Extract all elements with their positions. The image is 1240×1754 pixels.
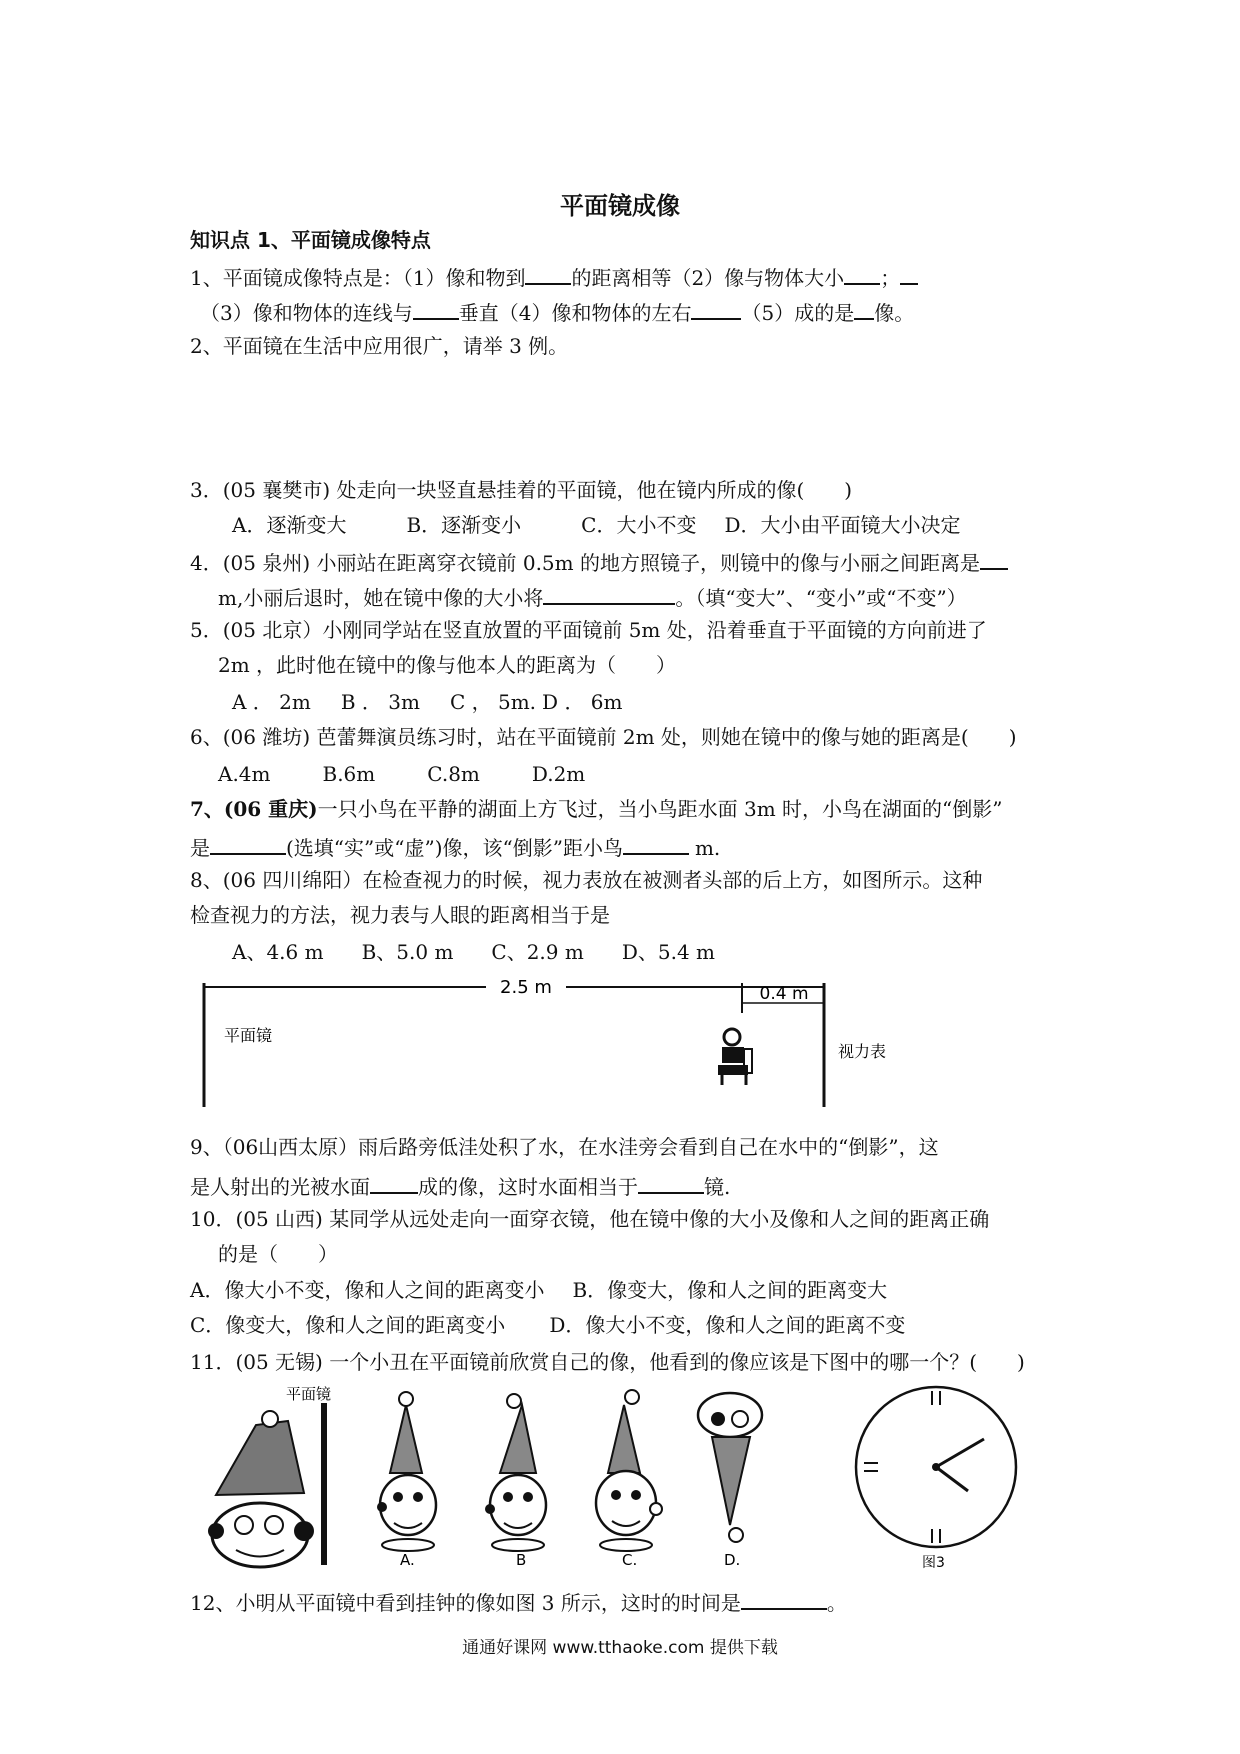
question-9-line-1: 9、（06山西太原）雨后路旁低洼处积了水，在水洼旁会看到自己在水中的“倒影”，这 <box>190 1135 939 1159</box>
question-4-line-1: 4．(05 泉州) 小丽站在距离穿衣镜前 0.5m 的地方照镜子，则镜中的像与小丽之间距离是 <box>190 548 1008 575</box>
mirror-label: 平面镜 <box>286 1385 332 1403</box>
answer-blank[interactable] <box>525 263 571 285</box>
answer-blank[interactable] <box>638 1172 704 1194</box>
option-b[interactable]: B.6m <box>322 762 376 786</box>
option-b[interactable]: B ． 3m <box>340 690 420 714</box>
option-c[interactable]: C.8m <box>427 762 480 786</box>
question-5-line-2: 2m ，此时他在镜中的像与他本人的距离为（ ） <box>218 653 677 677</box>
option-b[interactable]: B、5.0 m <box>361 940 454 964</box>
answer-blank[interactable] <box>543 583 675 605</box>
question-1-line-2: （3）像和物体的连线与 垂直（4）像和物体的左右 （5）成的是 像。 <box>200 298 914 325</box>
question-9-line-2: 是人射出的光被水面 成的像，这时水面相当于 镜. <box>190 1172 730 1199</box>
question-5-line-1: 5．(05 北京）小刚同学站在竖直放置的平面镜前 5m 处，沿着垂直于平面镜的方向前进了 <box>190 618 987 642</box>
answer-blank[interactable] <box>370 1172 418 1194</box>
eye-test-figure <box>196 975 887 1115</box>
question-8-line-1: 8、(06 四川绵阳）在检查视力的时候，视力表放在被测者头部的后上方，如图所示。这种 <box>190 868 983 892</box>
answer-blank[interactable] <box>844 263 880 285</box>
option-c[interactable]: C．像变大，像和人之间的距离变小 <box>190 1313 506 1337</box>
option-a[interactable]: A ． 2m <box>232 690 311 714</box>
question-11-stem: 11．(05 无锡) 一个小丑在平面镜前欣赏自己的像，他看到的像应该是下图中的哪一个？( ) <box>190 1350 1025 1374</box>
option-d[interactable]: D、5.4 m <box>621 940 716 964</box>
option-a[interactable]: A．逐渐变大 <box>232 513 347 537</box>
option-d[interactable]: D．大小由平面镜大小决定 <box>724 513 961 537</box>
option-b[interactable]: B．逐渐变小 <box>406 513 522 537</box>
question-6-options <box>218 762 627 786</box>
section-heading: 知识点 1、平面镜成像特点 <box>190 228 431 252</box>
answer-blank[interactable] <box>210 833 286 855</box>
question-7-line-2: 是 (选填“实”或“虚”)像，该“倒影”距小鸟 m. <box>190 833 720 860</box>
question-7-line-1: 7、(06 重庆)一只小鸟在平静的湖面上方飞过，当小鸟距水面 3m 时，小鸟在湖面的“倒影” <box>190 797 1003 821</box>
chart-label: 视力表 <box>838 1042 887 1061</box>
question-10-options-row-1 <box>190 1278 929 1302</box>
answer-blank[interactable] <box>854 298 874 320</box>
short-distance-label: 0.4 m <box>759 984 809 1004</box>
option-c[interactable]: C．大小不变 <box>581 513 697 537</box>
clown-original-icon <box>208 1411 314 1567</box>
answer-blank[interactable] <box>413 298 459 320</box>
question-10-options-row-2 <box>190 1313 947 1337</box>
question-10-line-1: 10．(05 山西) 某同学从远处走向一面穿衣镜，他在镜中像的大小及像和人之间的距离正确 <box>190 1207 990 1231</box>
person-icon <box>718 1029 752 1085</box>
footer: 通通好课网 www.tthaoke.com 提供下载 <box>462 1638 778 1658</box>
label-c: C. <box>622 1551 638 1569</box>
option-d[interactable]: D ． 6m <box>542 690 623 714</box>
option-c[interactable]: C、2.9 m <box>491 940 584 964</box>
option-d[interactable]: D.2m <box>531 762 586 786</box>
answer-blank[interactable] <box>980 548 1008 570</box>
question-1-line-1: 1、平面镜成像特点是：（1）像和物到 的距离相等（2）像与物体大小 ； <box>190 263 918 290</box>
question-10-line-2: 的是（ ） <box>218 1242 338 1266</box>
question-5-options <box>232 690 665 714</box>
clown-figure <box>186 1385 1026 1570</box>
page-title: 平面镜成像 <box>560 192 680 220</box>
question-4-line-2: m,小丽后退时，她在镜中像的大小将 。（填“变大”、“变小”或“不变”） <box>218 583 967 610</box>
answer-blank[interactable] <box>623 833 689 855</box>
answer-blank[interactable] <box>691 298 741 320</box>
clock-label: 图3 <box>922 1555 945 1571</box>
answer-blank[interactable] <box>900 263 918 285</box>
question-3-stem: 3．(05 襄樊市) 处走向一块竖直悬挂着的平面镜，他在镜内所成的像( ) <box>190 478 853 502</box>
question-8-options <box>232 940 757 964</box>
label-a: A. <box>400 1551 415 1569</box>
option-d[interactable]: D．像大小不变，像和人之间的距离不变 <box>549 1313 906 1337</box>
option-a[interactable]: A.4m <box>218 762 271 786</box>
question-6-stem: 6、(06 潍坊) 芭蕾舞演员练习时，站在平面镜前 2m 处，则她在镜中的像与她的距离是( ) <box>190 725 1017 749</box>
clock-icon <box>856 1387 1016 1547</box>
clown-a-icon <box>377 1392 436 1551</box>
label-b: B <box>516 1551 527 1569</box>
mirror-label: 平面镜 <box>224 1026 273 1045</box>
total-distance-label: 2.5 m <box>500 977 552 998</box>
option-b[interactable]: B．像变大，像和人之间的距离变大 <box>572 1278 888 1302</box>
clown-c-icon <box>596 1390 662 1551</box>
question-2: 2、平面镜在生活中应用很广，请举 3 例。 <box>190 334 569 358</box>
clown-b-icon <box>485 1394 546 1551</box>
question-3-options <box>232 513 1003 537</box>
question-12: 12、小明从平面镜中看到挂钟的像如图 3 所示，这时的时间是 。 <box>190 1588 847 1615</box>
label-d: D. <box>724 1551 741 1569</box>
option-a[interactable]: A、4.6 m <box>232 940 324 964</box>
option-a[interactable]: A．像大小不变，像和人之间的距离变小 <box>190 1278 545 1302</box>
answer-blank[interactable] <box>741 1588 827 1610</box>
clown-d-icon <box>698 1393 762 1542</box>
question-8-line-2: 检查视力的方法，视力表与人眼的距离相当于是 <box>190 903 610 927</box>
option-c[interactable]: C ， 5m. <box>449 690 537 714</box>
